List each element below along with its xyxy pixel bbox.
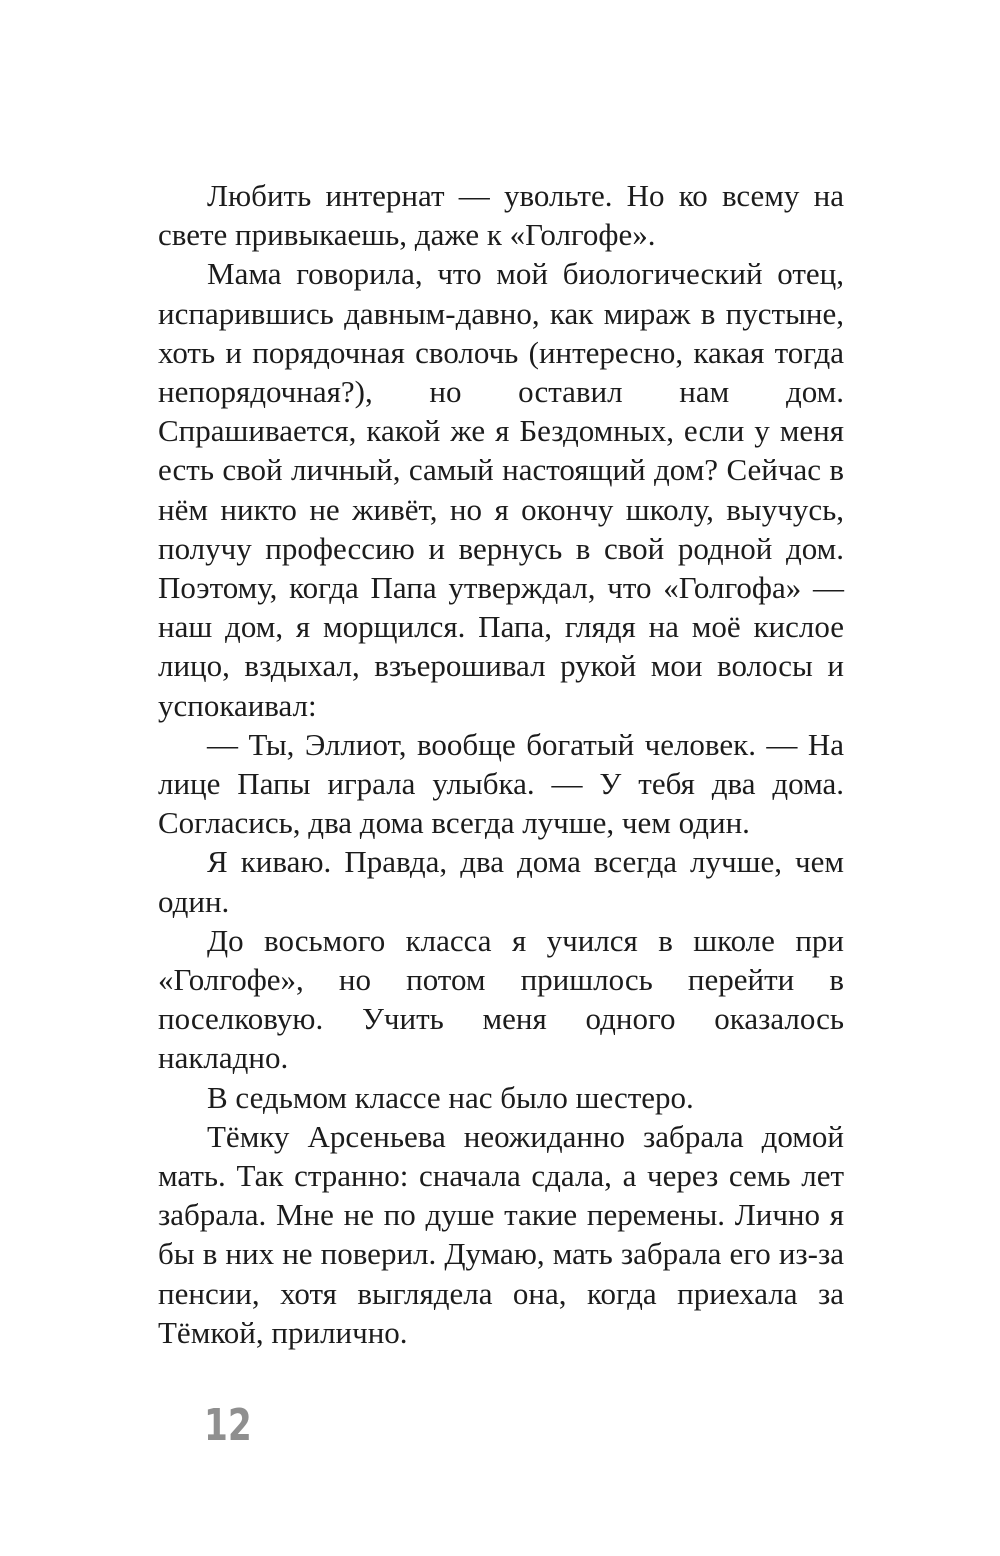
page-number: 12 (204, 1400, 252, 1451)
paragraph-4: Я киваю. Правда, два дома всегда лучше, чем один. (158, 844, 844, 919)
paragraph-2: Мама говорила, что мой биологический отец, испарившись давным-давно, как мираж в пустыне, хоть и порядочная сволочь (интересно, какая тогда непорядочная?), но оставил нам дом. Спрашивается, какой же я Бездомных, если у меня есть свой личный, самый настоящий дом? Сейчас в нём никто не живёт, но я окончу школу, выучусь, получу профессию и вернусь в свой родной дом. Поэтому, когда Папа утверждал, что «Голгофа» — наш дом, я морщился. Папа, глядя на моё кислое лицо, вздыхал, взъерошивал рукой мои волосы и успокаивал: (158, 256, 844, 723)
page-body-text (158, 176, 844, 1352)
paragraph-1: Любить интернат — увольте. Но ко всему на свете привыкаешь, даже к «Голгофе». (158, 178, 844, 253)
paragraph-6: В седьмом классе нас было шестеро. (207, 1079, 694, 1115)
paragraph-3: — Ты, Эллиот, вообще богатый человек. — На лице Папы играла улыбка. — У тебя два дома. Согласись, два дома всегда лучше, чем один. (158, 726, 844, 841)
paragraph-5: До восьмого класса я учился в школе при «Голгофе», но потом пришлось перейти в поселковую. Учить меня одного оказалось накладно. (158, 922, 844, 1076)
paragraph-7: Тёмку Арсеньева неожиданно забрала домой мать. Так странно: сначала сдала, а через семь лет забрала. Мне не по душе такие перемены. Лично я бы в них не поверил. Думаю, мать забрала его из-за пенсии, хотя выглядела она, когда приехала за Тёмкой, прилично. (158, 1118, 844, 1350)
